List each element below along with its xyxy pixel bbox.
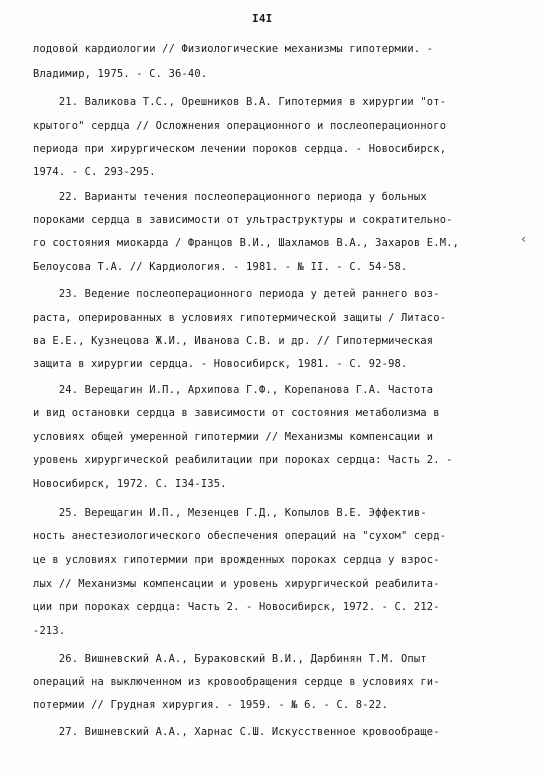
text-line: периода при хирургическом лечении пороков сердца. - Новосибирск, <box>33 143 447 155</box>
bibliography-entry-21: 21. Валикова Т.С., Орешников В.А. Гипотермия в хирургии "от- <box>33 96 447 108</box>
bibliography-entry-25: 25. Верещагин И.П., Мезенцев Г.Д., Копылов В.Е. Эффектив- <box>33 507 427 519</box>
bibliography-entry-27: 27. Вишневский А.А., Харнас С.Ш. Искусственное кровообраще- <box>33 726 440 738</box>
text-line: лодовой кардиологии // Физиологические механизмы гипотермии. - <box>33 43 434 55</box>
text-line: ва Е.Е., Кузнецова Ж.И., Иванова С.В. и др. // Гипотермическая <box>33 335 434 347</box>
text-line: уровень хирургической реабилитации при пороках сердца: Часть 2. - <box>33 454 453 466</box>
text-line: Белоусова Т.А. // Кардиология. - 1981. - № II. - С. 54-58. <box>33 261 408 273</box>
text-line: условиях общей умеренной гипотермии // Механизмы компенсации и <box>33 431 434 443</box>
scan-artifact-mark: ‹ <box>520 232 528 246</box>
bibliography-entry-26: 26. Вишневский А.А., Бураковский В.И., Дарбинян Т.М. Опыт <box>33 653 427 665</box>
text-line: 1974. - С. 293-295. <box>33 166 156 178</box>
text-line: го состояния миокарда / Францов В.И., Шахламов В.А., Захаров Е.М., <box>33 237 460 249</box>
text-line: ность анестезиологического обеспечения операций на "сухом" серд- <box>33 530 447 542</box>
bibliography-entry-24: 24. Верещагин И.П., Архипова Г.Ф., Корепанова Г.А. Частота <box>33 384 434 396</box>
text-line: ции при пороках сердца: Часть 2. - Новосибирск, 1972. - С. 212- <box>33 601 440 613</box>
text-line: лых // Механизмы компенсации и уровень хирургической реабилита- <box>33 578 440 590</box>
text-line: -213. <box>33 625 66 637</box>
text-line: Новосибирск, 1972. С. I34-I35. <box>33 478 227 490</box>
text-line: раста, оперированных в условиях гипотермической защиты / Литасо- <box>33 312 447 324</box>
text-line: и вид остановки сердца в зависимости от состояния метаболизма в <box>33 407 440 419</box>
bibliography-entry-22: 22. Варианты течения послеоперационного периода у больных <box>33 191 427 203</box>
text-line: Владимир, 1975. - С. 36-40. <box>33 68 208 80</box>
text-line: защита в хирургии сердца. - Новосибирск, 1981. - С. 92-98. <box>33 358 408 370</box>
page-number: I4I <box>252 12 273 25</box>
text-line: пороками сердца в зависимости от ультраструктуры и сократительно- <box>33 214 453 226</box>
text-line: це в условиях гипотермии при врожденных пороках сердца у взрос- <box>33 554 440 566</box>
text-line: крытого" сердца // Осложнения операционного и послеоперационного <box>33 120 447 132</box>
bibliography-entry-23: 23. Ведение послеоперационного периода у детей раннего воз- <box>33 288 440 300</box>
text-line: операций на выключенном из кровообращения сердце в условиях ги- <box>33 676 440 688</box>
text-line: потермии // Грудная хирургия. - 1959. - № 6. - С. 8-22. <box>33 699 389 711</box>
